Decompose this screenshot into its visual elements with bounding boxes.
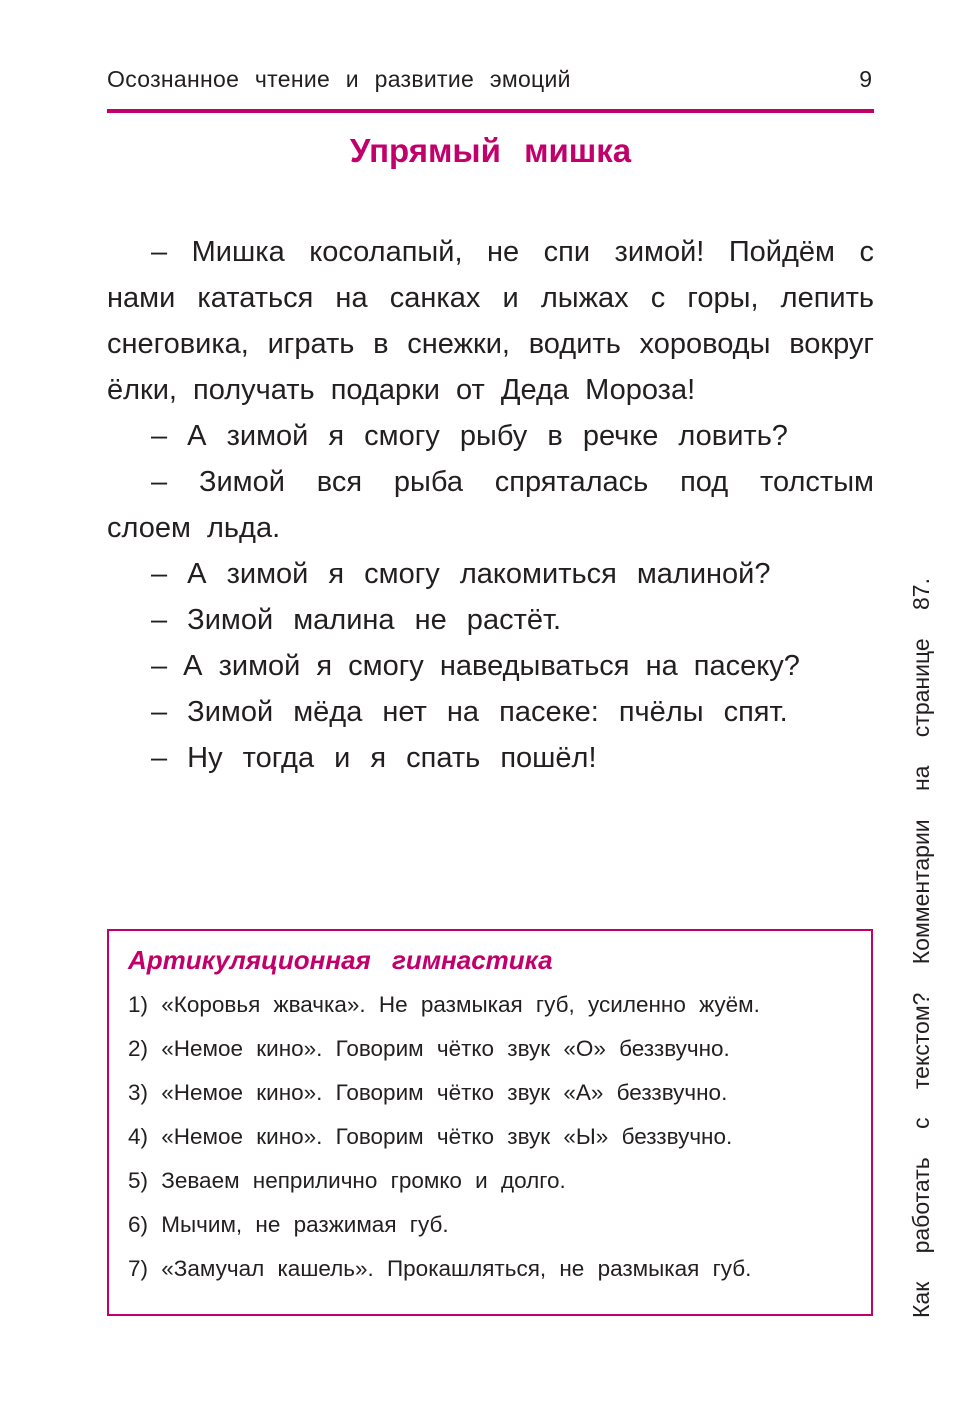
exercise-item: 7) «Замучал кашель». Прокашляться, не размыкая губ. (128, 1256, 752, 1281)
exercise-item: 6) Мычим, не разжимая губ. (128, 1212, 449, 1237)
story-paragraph: – Зимой малина не растёт. (151, 604, 562, 636)
story-paragraph: – Зимой вся рыба спряталась под толстым слоем льда. (107, 466, 874, 544)
story-paragraph: – Зимой мёда нет на пасеке: пчёлы спят. (151, 696, 788, 728)
header-divider (107, 109, 874, 113)
exercise-heading: Артикуляционная гимнастика (128, 945, 553, 975)
page-number: 9 (859, 66, 872, 92)
side-note-vertical: Как работать с текстом? Комментарии на странице 87. (908, 578, 934, 1318)
exercise-box (107, 929, 873, 1316)
story-paragraph: – Ну тогда и я спать пошёл! (151, 742, 597, 774)
story-paragraph: – А зимой я смогу рыбу в речке ловить? (151, 420, 788, 452)
story-paragraph: – А зимой я смогу лакомиться малиной? (151, 558, 771, 590)
exercise-list (128, 990, 863, 1298)
story-title: Упрямый мишка (349, 132, 632, 169)
story-paragraph: – Мишка косолапый, не спи зимой! Пойдём с нами кататься на санках и лыжах с горы, лепить снеговика, играть в снежки, водить хороводы вокруг ёлки, получать подарки от Деда Мороза! (107, 236, 874, 406)
exercise-item: 3) «Немое кино». Говорим чётко звук «А» беззвучно. (128, 1080, 728, 1105)
exercise-item: 2) «Немое кино». Говорим чётко звук «О» беззвучно. (128, 1036, 730, 1061)
story-paragraph: – А зимой я смогу наведываться на пасеку? (151, 650, 800, 682)
exercise-item: 1) «Коровья жвачка». Не размыкая губ, усиленно жуём. (128, 992, 760, 1017)
story-text (107, 229, 874, 781)
exercise-item: 4) «Немое кино». Говорим чётко звук «Ы» беззвучно. (128, 1124, 733, 1149)
exercise-item: 5) Зеваем неприлично громко и долго. (128, 1168, 566, 1193)
running-header-title: Осознанное чтение и развитие эмоций (107, 66, 571, 92)
